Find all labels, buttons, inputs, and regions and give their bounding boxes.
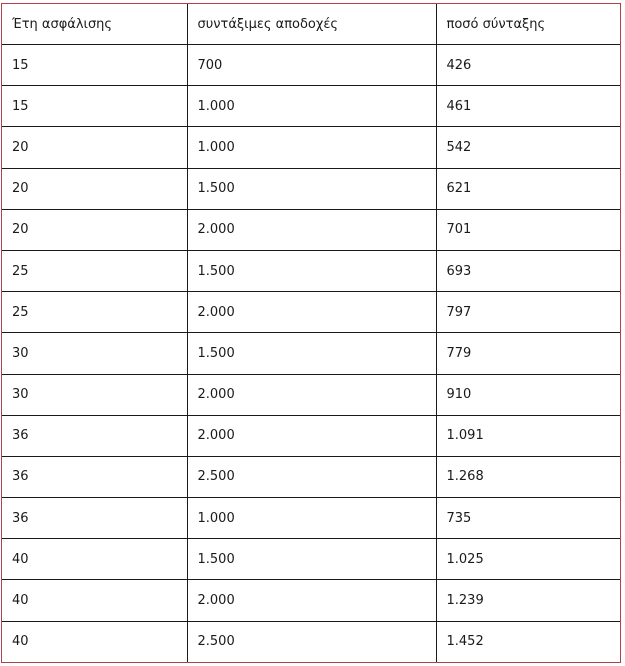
cell-pension-amount: 1.452	[436, 621, 620, 662]
cell-pensionable-earnings: 2.500	[187, 456, 436, 497]
table-row	[2, 45, 620, 86]
cell-pensionable-earnings: 2.000	[187, 292, 436, 333]
table-row	[2, 374, 620, 415]
cell-pension-amount: 693	[436, 250, 620, 291]
cell-pension-amount: 701	[436, 209, 620, 250]
cell-pension-amount: 542	[436, 127, 620, 168]
cell-pension-amount: 621	[436, 168, 620, 209]
cell-insurance-years: 25	[2, 292, 187, 333]
pension-table	[2, 4, 620, 662]
cell-pensionable-earnings: 2.000	[187, 580, 436, 621]
cell-insurance-years: 36	[2, 498, 187, 539]
cell-pensionable-earnings: 1.000	[187, 127, 436, 168]
header-pensionable-earnings: συντάξιμες αποδοχές	[187, 4, 436, 45]
cell-pensionable-earnings: 1.500	[187, 333, 436, 374]
cell-pensionable-earnings: 2.500	[187, 621, 436, 662]
cell-pension-amount: 735	[436, 498, 620, 539]
cell-pension-amount: 1.239	[436, 580, 620, 621]
header-insurance-years: Έτη ασφάλισης	[2, 4, 187, 45]
pension-table-container	[1, 3, 621, 663]
cell-pensionable-earnings: 700	[187, 45, 436, 86]
cell-pension-amount: 779	[436, 333, 620, 374]
table-row	[2, 292, 620, 333]
table-row	[2, 168, 620, 209]
table-row	[2, 415, 620, 456]
cell-insurance-years: 40	[2, 580, 187, 621]
cell-pension-amount: 461	[436, 86, 620, 127]
table-row	[2, 209, 620, 250]
cell-insurance-years: 15	[2, 45, 187, 86]
cell-pension-amount: 1.025	[436, 539, 620, 580]
cell-pensionable-earnings: 2.000	[187, 374, 436, 415]
cell-insurance-years: 20	[2, 168, 187, 209]
cell-pension-amount: 426	[436, 45, 620, 86]
cell-insurance-years: 30	[2, 374, 187, 415]
table-row	[2, 456, 620, 497]
cell-pension-amount: 910	[436, 374, 620, 415]
cell-pensionable-earnings: 2.000	[187, 415, 436, 456]
cell-pension-amount: 1.091	[436, 415, 620, 456]
table-row	[2, 127, 620, 168]
table-row	[2, 250, 620, 291]
cell-insurance-years: 36	[2, 456, 187, 497]
cell-pensionable-earnings: 1.000	[187, 86, 436, 127]
cell-pensionable-earnings: 1.500	[187, 539, 436, 580]
table-row	[2, 498, 620, 539]
header-pension-amount: ποσό σύνταξης	[436, 4, 620, 45]
cell-insurance-years: 30	[2, 333, 187, 374]
table-row	[2, 539, 620, 580]
table-row	[2, 333, 620, 374]
cell-insurance-years: 25	[2, 250, 187, 291]
cell-insurance-years: 40	[2, 539, 187, 580]
cell-insurance-years: 20	[2, 127, 187, 168]
cell-pensionable-earnings: 1.000	[187, 498, 436, 539]
table-row	[2, 580, 620, 621]
cell-pensionable-earnings: 2.000	[187, 209, 436, 250]
table-header-row	[2, 4, 620, 45]
cell-pension-amount: 797	[436, 292, 620, 333]
cell-pensionable-earnings: 1.500	[187, 250, 436, 291]
cell-pension-amount: 1.268	[436, 456, 620, 497]
cell-insurance-years: 40	[2, 621, 187, 662]
cell-insurance-years: 15	[2, 86, 187, 127]
cell-insurance-years: 36	[2, 415, 187, 456]
table-row	[2, 86, 620, 127]
cell-insurance-years: 20	[2, 209, 187, 250]
table-row	[2, 621, 620, 662]
cell-pensionable-earnings: 1.500	[187, 168, 436, 209]
